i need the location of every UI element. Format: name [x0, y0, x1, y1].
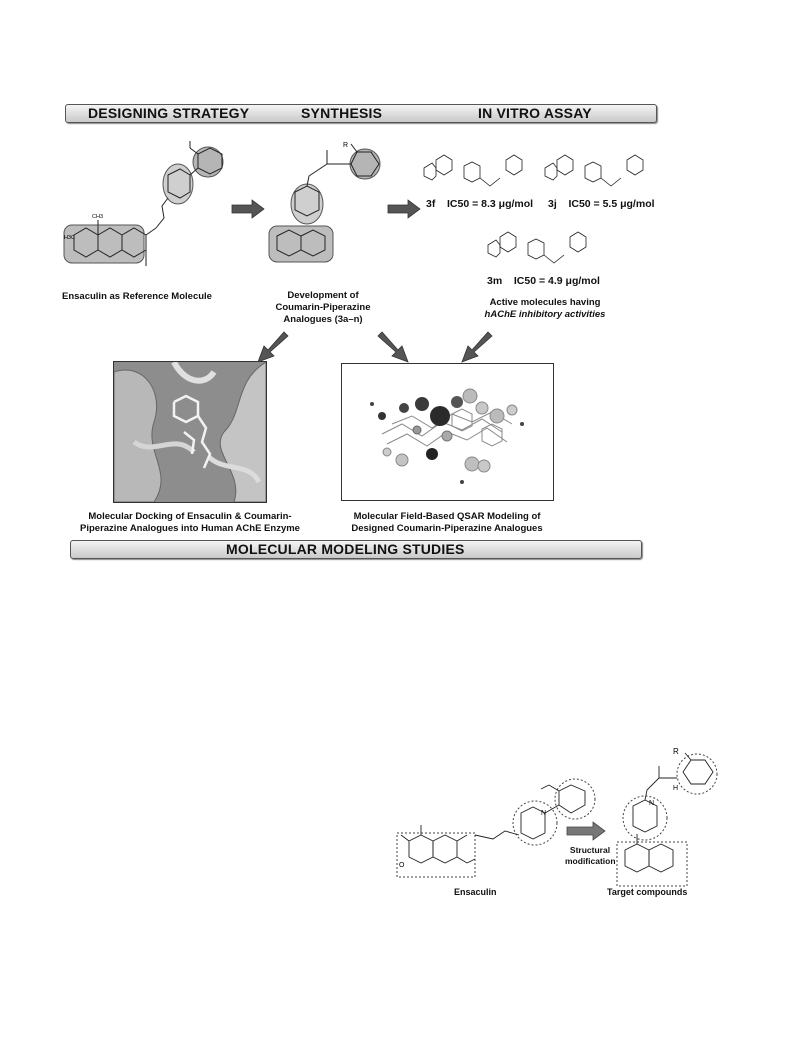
- modification-line1: Structural: [569, 845, 611, 855]
- arrow-icon: [388, 200, 422, 218]
- compound-3j-label: [548, 198, 655, 210]
- development-caption-line1: Development of: [287, 290, 359, 301]
- methyl-label: CH3: [92, 214, 104, 220]
- ensaculin-structure: [62, 140, 222, 290]
- qsar-caption-line2: Designed Coumarin-Piperazine Analogues: [351, 523, 543, 534]
- molecular-modeling-label: MOLECULAR MODELING STUDIES: [226, 541, 465, 557]
- synthesis-label: SYNTHESIS: [301, 105, 383, 121]
- development-caption: [258, 290, 388, 326]
- qsar-caption-line1: Molecular Field-Based QSAR Modeling of: [353, 511, 541, 522]
- r-group-label: R: [673, 747, 679, 756]
- footer-banner: [70, 540, 642, 559]
- actives-caption-line1: Active molecules having: [489, 297, 601, 308]
- arrow-icon: [258, 332, 288, 362]
- actives-caption: [455, 297, 635, 321]
- arrow-icon: [232, 200, 266, 218]
- compound-3m-label: [487, 275, 600, 287]
- target-compounds-label: Target compounds: [607, 887, 688, 897]
- compound-3m-structure: [488, 215, 598, 275]
- docking-caption-line1: Molecular Docking of Ensaculin & Coumarin-: [88, 511, 292, 522]
- modification-caption: [565, 845, 615, 867]
- actives-caption-line2: hAChE inhibitory activities: [484, 309, 606, 320]
- compound-3f-label: [426, 198, 533, 210]
- compound-3f-structure: [424, 138, 534, 198]
- ensaculin-label: Ensaculin: [454, 887, 497, 897]
- docking-caption-line2: Piperazine Analogues into Human AChE Enzyme: [80, 523, 300, 534]
- arrow-icon: [378, 332, 408, 362]
- qsar-caption: [336, 511, 558, 535]
- n-label: N: [649, 800, 655, 807]
- phenyl-dashed-circle: [555, 779, 595, 819]
- docking-image: [113, 361, 267, 503]
- arrow-icon: [462, 332, 492, 362]
- phenyl-highlight: [350, 149, 380, 179]
- compound-3m-ic50: IC50 = 4.9 μg/mol: [513, 275, 600, 287]
- compound-3j-structure: [545, 138, 655, 198]
- qsar-image: [341, 363, 554, 501]
- analogue-structure: [267, 140, 387, 270]
- in-vitro-assay-label: IN VITRO ASSAY: [478, 105, 592, 121]
- compound-3f-ic50: IC50 = 8.3 μg/mol: [447, 198, 534, 210]
- compound-3f-id: 3f: [426, 198, 436, 210]
- piperazine-dashed-circle: [623, 796, 667, 840]
- h3c-label: H3C: [64, 235, 76, 241]
- coumarin-highlight: [64, 225, 144, 263]
- o-label: O: [399, 862, 405, 869]
- ensaculin-caption: Ensaculin as Reference Molecule: [62, 291, 212, 302]
- development-caption-line3: Analogues (3a–n): [283, 314, 363, 325]
- h-label: H: [673, 785, 679, 792]
- designing-strategy-label: DESIGNING STRATEGY: [88, 105, 250, 121]
- n-label: N: [541, 810, 547, 817]
- docking-caption: [70, 511, 310, 535]
- compound-3j-ic50: IC50 = 5.5 μg/mol: [568, 198, 655, 210]
- development-caption-line2: Coumarin-Piperazine: [275, 302, 371, 313]
- arrow-icon: [567, 822, 607, 840]
- compound-3j-id: 3j: [548, 198, 557, 210]
- modification-line2: modification: [565, 856, 616, 866]
- header-banner: [65, 104, 657, 123]
- target-compound-structure: [615, 747, 735, 890]
- r-group-label: R: [343, 142, 349, 149]
- piperazine-highlight: [291, 184, 323, 224]
- compound-3m-id: 3m: [487, 275, 503, 287]
